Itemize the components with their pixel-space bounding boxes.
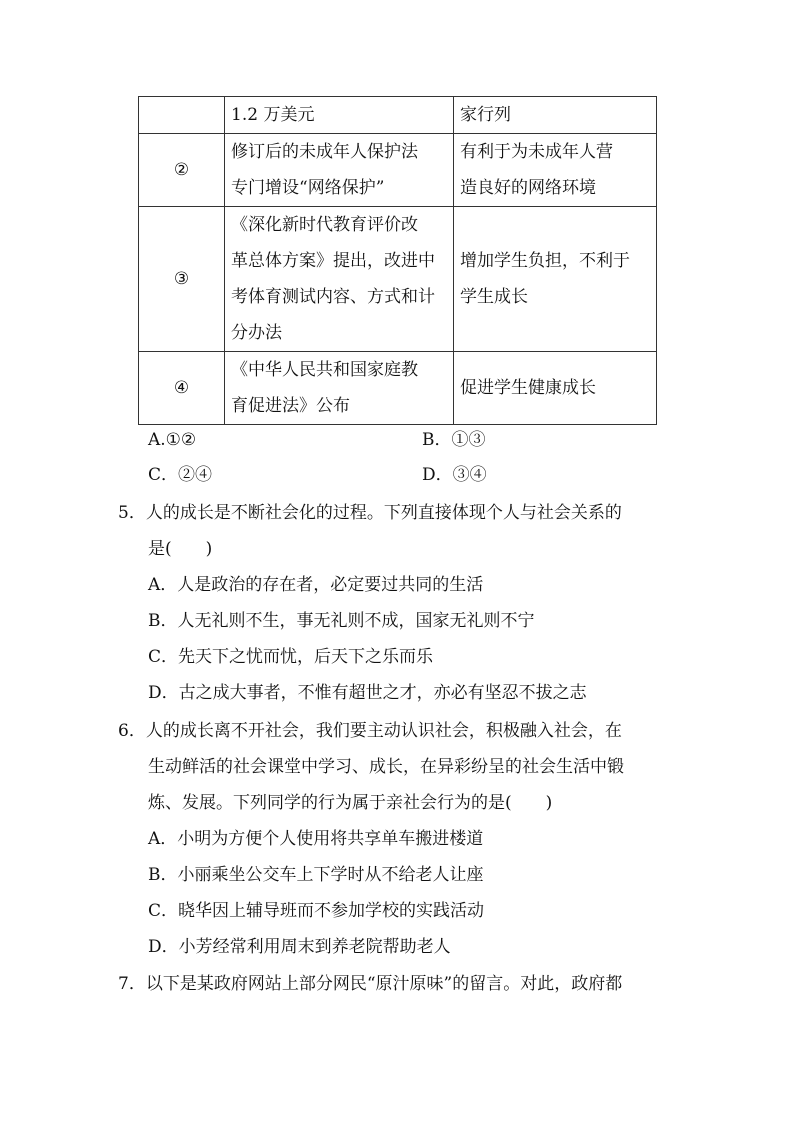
comment-cell [454,97,657,134]
cell-line: 考体育测试内容、方式和计 [231,287,435,307]
q4-option-c: C．②④ [148,465,213,485]
q4-option-d: D．③④ [422,465,487,485]
q4-option-a: A.①② [148,430,197,450]
cell-line: 《深化新时代教育评价改 [231,215,418,235]
cell-line: 增加学生负担，不利于 [460,251,630,271]
event-cell [225,134,454,207]
row-number: ④ [139,352,225,425]
comment-cell [454,352,657,425]
cell-line: 专门增设“网络保护” [231,178,385,198]
question-7 [118,966,622,1002]
cell-line: 促进学生健康成长 [460,378,596,398]
question-stem: 炼、发展。下列同学的行为属于亲社会行为的是( ) [148,793,553,813]
event-cell [225,352,454,425]
option-d: D．古之成大事者，不惟有超世之才，亦必有坚忍不拔之志 [148,683,587,703]
question-stem: 7．以下是某政府网站上部分网民“原汁原味”的留言。对此，政府都 [118,974,623,994]
table-row [139,207,657,352]
q4-option-b: B．①③ [422,430,486,450]
option-c: C．先天下之忧而忧，后天下之乐而乐 [148,647,434,667]
question-stem: 6．人的成长离不开社会，我们要主动认识社会，积极融入社会，在 [118,721,622,741]
comment-cell [454,134,657,207]
question-6 [118,713,624,965]
cell-line: 修订后的未成年人保护法 [231,142,418,162]
option-a: A．小明为方便个人使用将共享单车搬进楼道 [148,829,484,849]
row-number [139,97,225,134]
cell-line: 有利于为未成年人营 [460,142,613,162]
table-row [139,134,657,207]
cell-line: 学生成长 [460,287,528,307]
cell-line: 家行列 [460,105,511,125]
cell-line: 革总体方案》提出，改进中 [231,251,435,271]
question-stem: 生动鲜活的社会课堂中学习、成长，在异彩纷呈的社会生活中锻 [148,757,624,777]
table-row [139,352,657,425]
cell-line: 《中华人民共和国家庭教 [231,360,418,380]
cell-line: 育促进法》公布 [231,396,350,416]
option-d: D．小芳经常利用周末到养老院帮助老人 [148,937,451,957]
option-b: B．小丽乘坐公交车上下学时从不给老人让座 [148,865,484,885]
question-5 [118,495,622,711]
question-stem: 5．人的成长是不断社会化的过程。下列直接体现个人与社会关系的 [118,503,622,523]
cell-line: 分办法 [231,323,282,343]
event-cell [225,97,454,134]
row-number: ② [139,134,225,207]
event-comment-table [138,96,657,425]
cell-line: 1.2 万美元 [231,105,315,125]
event-cell [225,207,454,352]
option-c: C．晓华因上辅导班而不参加学校的实践活动 [148,901,485,921]
cell-line: 造良好的网络环境 [460,178,596,198]
row-number: ③ [139,207,225,352]
table-row [139,97,657,134]
question-stem: 是( ) [148,539,213,559]
option-a: A．人是政治的存在者，必定要过共同的生活 [148,575,484,595]
comment-cell [454,207,657,352]
option-b: B．人无礼则不生，事无礼则不成，国家无礼则不宁 [148,611,535,631]
